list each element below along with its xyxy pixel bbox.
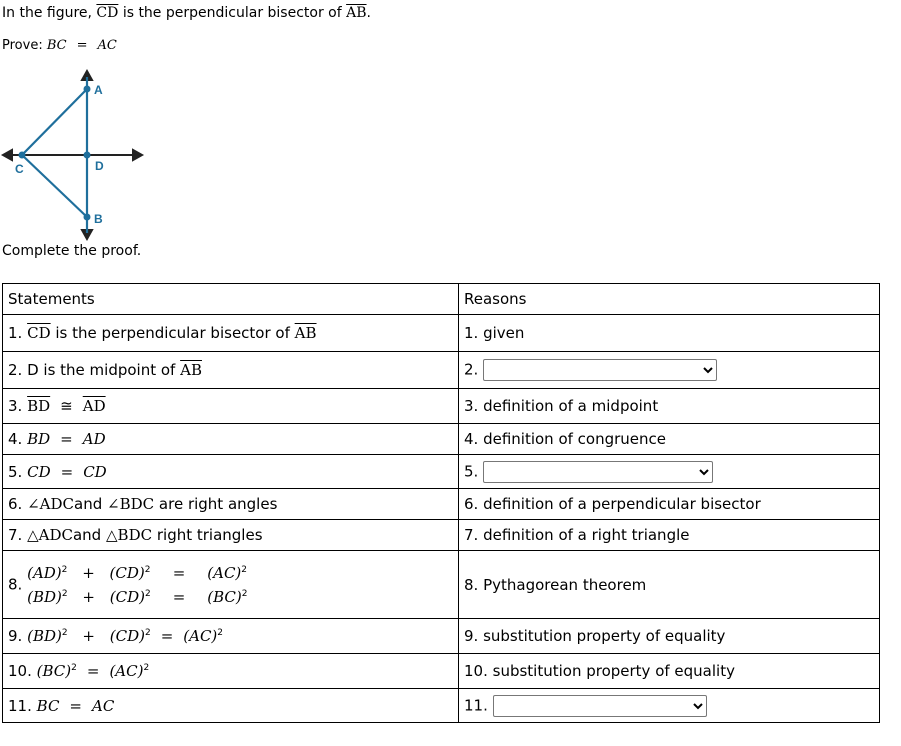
- equation-1-right: [207, 564, 247, 582]
- statement-4: [3, 424, 459, 455]
- reason-2-dropdown[interactable]: [483, 359, 717, 381]
- term: (AC): [207, 563, 242, 582]
- table-row: [3, 424, 880, 455]
- reason-11: [459, 689, 880, 723]
- prove-eq: =: [76, 38, 88, 53]
- step-number: 4.: [8, 430, 23, 448]
- equation-2-left: [27, 588, 151, 606]
- plus: +: [82, 563, 95, 582]
- step-number: 10.: [8, 662, 32, 680]
- table-row: [3, 352, 880, 389]
- label-c: C: [15, 162, 24, 176]
- term: (AC): [109, 662, 144, 680]
- statement-7: [3, 520, 459, 551]
- exponent: 2: [217, 628, 224, 638]
- reasons-header: Reasons: [459, 284, 880, 315]
- reason-9: 9. substitution property of equality: [459, 619, 880, 654]
- reason-3: 3. definition of a midpoint: [459, 389, 880, 424]
- reason-10: 10. substitution property of equality: [459, 654, 880, 689]
- rhs: AD: [82, 430, 106, 448]
- statement-10: [3, 654, 459, 689]
- statement-5: [3, 455, 459, 489]
- reason-number: 11.: [464, 696, 488, 714]
- step-number: 11.: [8, 696, 32, 715]
- prove-label: Prove:: [2, 38, 43, 53]
- statement-3: [3, 389, 459, 424]
- statement-8: [3, 551, 459, 619]
- statement-11: [3, 689, 459, 723]
- point-b: [84, 214, 91, 221]
- equation-2-right: [207, 588, 247, 606]
- segment-ab: $\overline{AB}$: [346, 5, 367, 21]
- table-row: [3, 619, 880, 654]
- point-c: [19, 152, 26, 159]
- plus: +: [82, 587, 95, 606]
- equation-1-left: [27, 564, 151, 582]
- intro-text: is the perpendicular bisector of: [122, 5, 342, 21]
- exponent: 2: [61, 564, 68, 575]
- triangle-symbol: △: [106, 526, 118, 544]
- statement-text: are right angles: [158, 495, 278, 513]
- exponent: 2: [143, 663, 150, 673]
- statement-2: [3, 352, 459, 389]
- table-row: [3, 654, 880, 689]
- table-row: [3, 455, 880, 489]
- step-number: 2.: [8, 361, 23, 379]
- step-number: 9.: [8, 627, 23, 645]
- segment-cd: $\overline{CD}$: [27, 324, 51, 342]
- exponent: 2: [241, 564, 248, 575]
- reason-5: [459, 455, 880, 489]
- problem-statement: [2, 5, 371, 21]
- plus: +: [82, 627, 95, 645]
- step-number: 7.: [8, 526, 23, 544]
- reason-number: 2.: [464, 360, 479, 379]
- point-a: [84, 86, 91, 93]
- geometry-figure: [0, 65, 160, 245]
- arrow-right-icon: [133, 150, 142, 160]
- segment-ad: $\overline{AD}$: [82, 397, 106, 415]
- exponent: 2: [71, 663, 77, 673]
- angle-bdc: BDC: [119, 495, 155, 513]
- reason-6: 6. definition of a perpendicular bisector: [459, 489, 880, 520]
- table-row: [3, 520, 880, 551]
- segment-cd: $\overline{CD}$: [96, 5, 119, 21]
- intro-text: In the figure,: [2, 5, 92, 21]
- statements-header: Statements: [3, 284, 459, 315]
- segment-ab: $\overline{AB}$: [294, 324, 317, 342]
- angle-adc: ADC: [39, 495, 75, 513]
- table-row: [3, 315, 880, 352]
- exponent: 2: [61, 628, 68, 638]
- lhs: CD: [27, 462, 51, 481]
- equals: =: [60, 462, 74, 481]
- term: (AD): [27, 563, 62, 582]
- term: (CD): [109, 587, 145, 606]
- exponent: 2: [241, 588, 248, 599]
- reason-8: 8. Pythagorean theorem: [459, 551, 880, 619]
- lhs: BD: [27, 430, 51, 448]
- reason-4: 4. definition of congruence: [459, 424, 880, 455]
- and-text: and: [74, 495, 103, 513]
- step-number: 3.: [8, 397, 23, 415]
- reason-11-dropdown[interactable]: [493, 695, 707, 717]
- term: (BD): [27, 587, 62, 606]
- lhs: BC: [36, 696, 60, 715]
- exponent: 2: [144, 564, 151, 575]
- label-d: D: [95, 159, 104, 173]
- angle-symbol: ∠: [107, 495, 120, 513]
- and-text: and: [72, 526, 102, 544]
- table-row: [3, 389, 880, 424]
- header-row: [3, 284, 880, 315]
- exponent: 2: [144, 588, 151, 599]
- intro-period: .: [366, 5, 371, 21]
- exponent: 2: [61, 588, 68, 599]
- prove-rhs: AC: [97, 38, 117, 53]
- arrow-left-icon: [3, 150, 12, 160]
- reason-7: 7. definition of a right triangle: [459, 520, 880, 551]
- statement-6: [3, 489, 459, 520]
- step-number: 5.: [8, 462, 23, 481]
- instructions: Complete the proof.: [2, 243, 142, 259]
- reason-2: [459, 352, 880, 389]
- term: (CD): [109, 563, 145, 582]
- reason-1: 1. given: [459, 315, 880, 352]
- statement-9: [3, 619, 459, 654]
- term: (AC): [183, 627, 218, 645]
- statement-text: right triangles: [156, 526, 263, 544]
- exponent: 2: [144, 628, 151, 638]
- reason-number: 5.: [464, 462, 479, 480]
- triangle-symbol: △: [27, 526, 39, 544]
- reason-5-dropdown[interactable]: [483, 461, 713, 483]
- equals: =: [69, 696, 82, 715]
- statement-1: [3, 315, 459, 352]
- term: (BD): [27, 627, 62, 645]
- equals: =: [60, 430, 73, 448]
- step-number: 6.: [8, 495, 23, 513]
- segment-cb: [22, 155, 87, 217]
- term: (BC): [207, 587, 242, 606]
- rhs: AC: [92, 696, 115, 715]
- statement-text: is the perpendicular bisector of: [55, 324, 290, 342]
- table-row: [3, 689, 880, 723]
- term: (BC): [36, 662, 72, 680]
- segment-ab: $\overline{AB}$: [180, 361, 202, 379]
- prove-lhs: BC: [46, 38, 67, 53]
- table-row: [3, 551, 880, 619]
- angle-symbol: ∠: [27, 495, 40, 513]
- prove-statement: [2, 38, 117, 53]
- proof-table: [2, 283, 880, 723]
- step-number: 1.: [8, 324, 23, 342]
- label-b: B: [94, 212, 103, 226]
- term: (CD): [109, 627, 145, 645]
- equals: =: [160, 627, 174, 645]
- equals: =: [86, 662, 100, 680]
- segment-ca: [22, 89, 87, 155]
- triangle-bdc: BDC: [117, 526, 153, 544]
- equals: =: [172, 587, 186, 606]
- statement-text: D is the midpoint of: [27, 361, 176, 379]
- label-a: A: [94, 83, 103, 97]
- step-number: 8.: [8, 575, 23, 593]
- rhs: CD: [83, 462, 107, 481]
- pythagorean-equations: [27, 564, 247, 606]
- triangle-adc: ADC: [38, 526, 73, 544]
- table-row: [3, 489, 880, 520]
- equals: =: [172, 563, 186, 582]
- congruent-symbol: ≅: [60, 397, 73, 415]
- point-d: [84, 152, 91, 159]
- segment-bd: $\overline{BD}$: [27, 397, 51, 415]
